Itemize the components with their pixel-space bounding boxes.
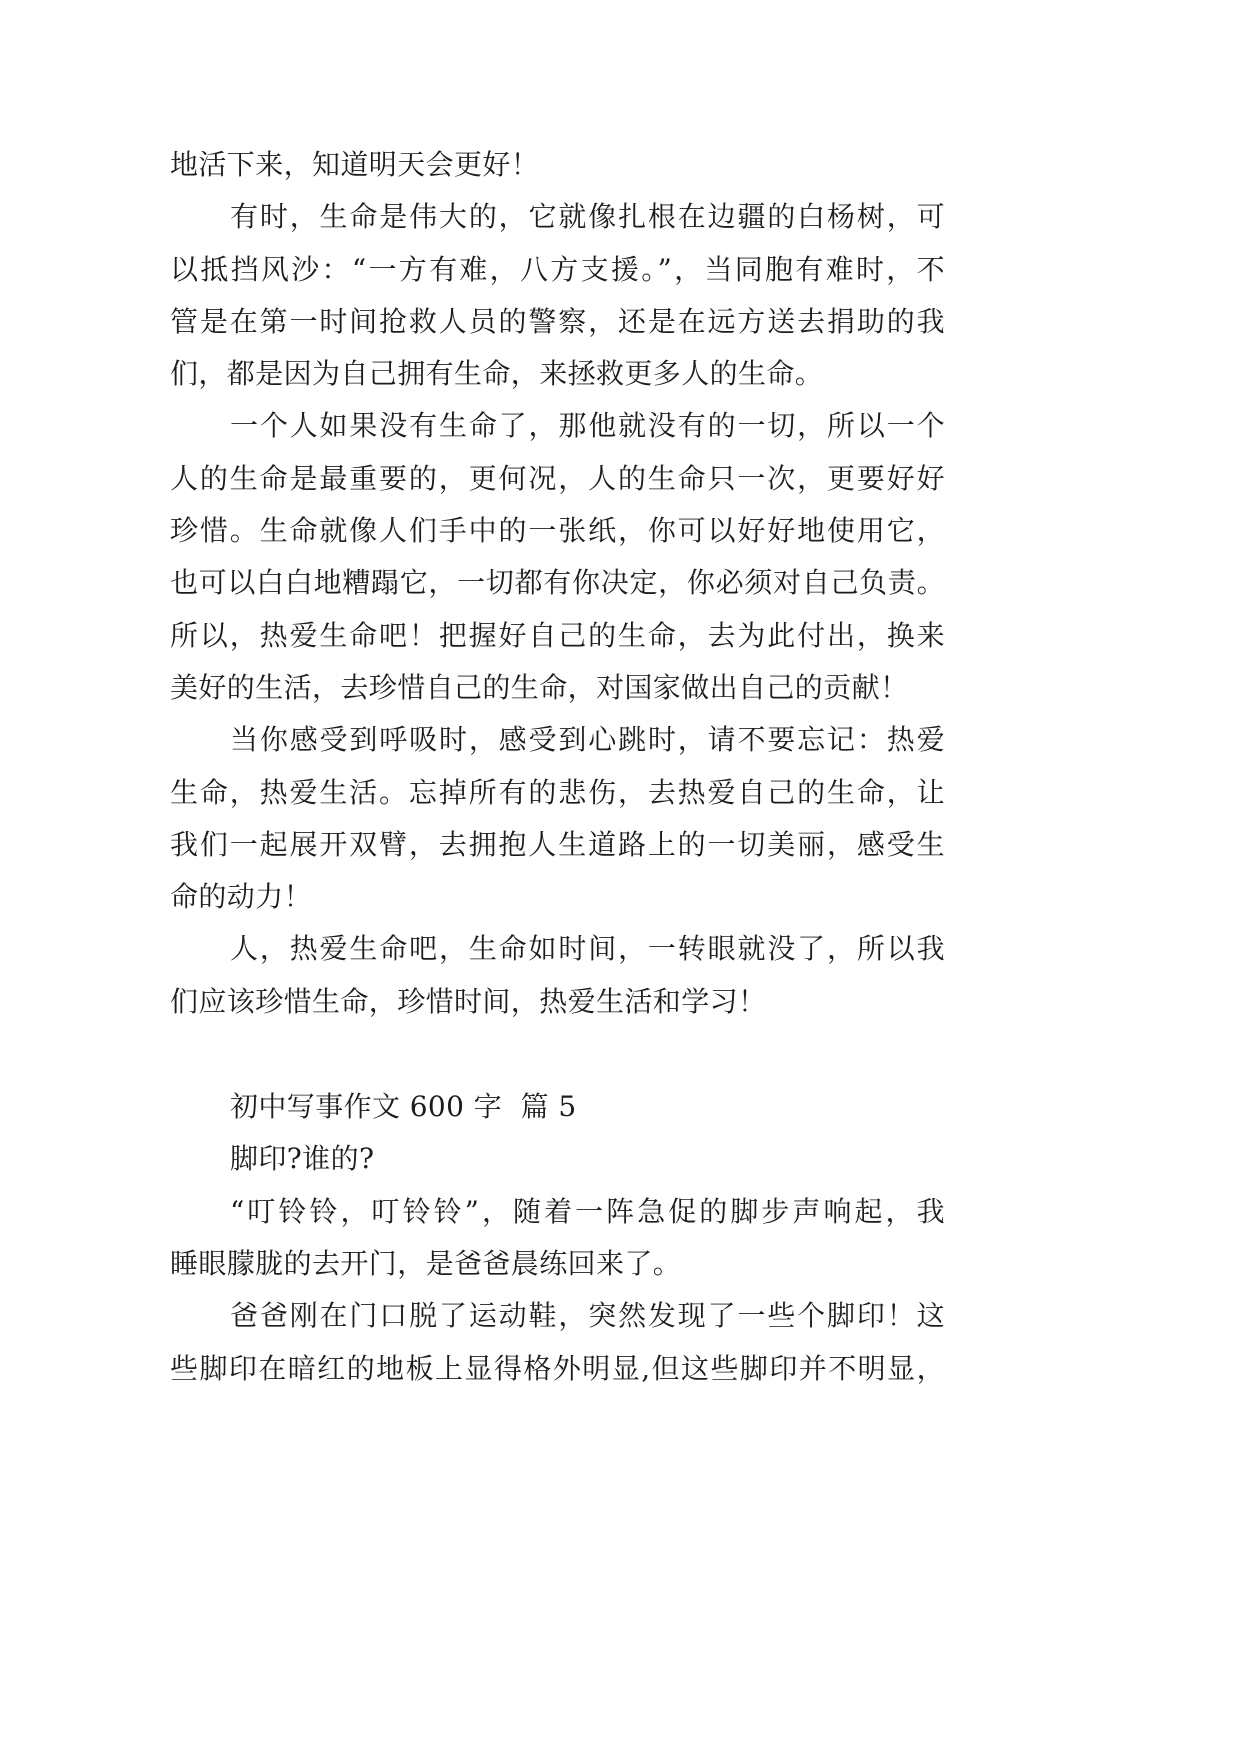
text-line: 以抵挡风沙：“一方有难，八方支援。”，当同胞有难时，不: [170, 252, 945, 286]
paragraph: [170, 1186, 945, 1291]
paragraph: [170, 1290, 945, 1395]
text-line: 珍惜。生命就像人们手中的一张纸，你可以好好地使用它，: [170, 514, 945, 548]
text-line: 们应该珍惜生命，珍惜时间，热爱生活和学习！: [170, 984, 767, 1018]
text-line: 睡眼朦胧的去开门，是爸爸晨练回来了。: [170, 1246, 682, 1280]
paragraph: [170, 191, 945, 400]
text-line: 我们一起展开双臂，去拥抱人生道路上的一切美丽，感受生: [170, 827, 945, 861]
text-line: 们，都是因为自己拥有生命，来拯救更多人的生命。: [170, 357, 824, 391]
text-line: 地活下来，知道明天会更好！: [170, 148, 540, 181]
text-line: 所以，热爱生命吧！把握好自己的生命，去为此付出，换来: [170, 618, 945, 652]
text-line: 生命，热爱生活。忘掉所有的悲伤，去热爱自己的生命，让: [170, 775, 945, 809]
text-line: 管是在第一时间抢救人员的警察，还是在远方送去捐助的我: [170, 304, 945, 338]
text-line: 人的生命是最重要的，更何况，人的生命只一次，更要好好: [170, 461, 945, 495]
text-line: 当你感受到呼吸时，感受到心跳时，请不要忘记：热爱: [230, 723, 945, 757]
section-heading: 初中写事作文 600 字 篇 5: [230, 1090, 577, 1124]
text-line: 美好的生活，去珍惜自己的生命，对国家做出自己的贡献！: [170, 670, 909, 704]
text-line: 人，热爱生命吧，生命如时间，一转眼就没了，所以我: [230, 932, 945, 966]
essay-section: [170, 1081, 945, 1395]
text-line: “叮铃铃，叮铃铃”，随着一阵急促的脚步声响起，我: [230, 1194, 945, 1228]
paragraph: [170, 139, 945, 191]
text-line: 也可以白白地糟蹋它，一切都有你决定，你必须对自己负责。: [170, 566, 945, 600]
section-subtitle: 脚印?谁的?: [230, 1142, 375, 1176]
text-line: 一个人如果没有生命了，那他就没有的一切，所以一个: [230, 409, 945, 443]
paragraph: [170, 923, 945, 1028]
paragraph: [170, 400, 945, 714]
paragraph: [170, 714, 945, 923]
text-line: 些脚印在暗红的地板上显得格外明显,但这些脚印并不明显，: [170, 1351, 945, 1385]
document-body: [170, 139, 945, 1395]
text-line: 有时，生命是伟大的，它就像扎根在边疆的白杨树，可: [230, 200, 945, 234]
text-line: 命的动力！: [170, 880, 313, 914]
text-line: 爸爸刚在门口脱了运动鞋，突然发现了一些个脚印！这: [230, 1299, 945, 1333]
